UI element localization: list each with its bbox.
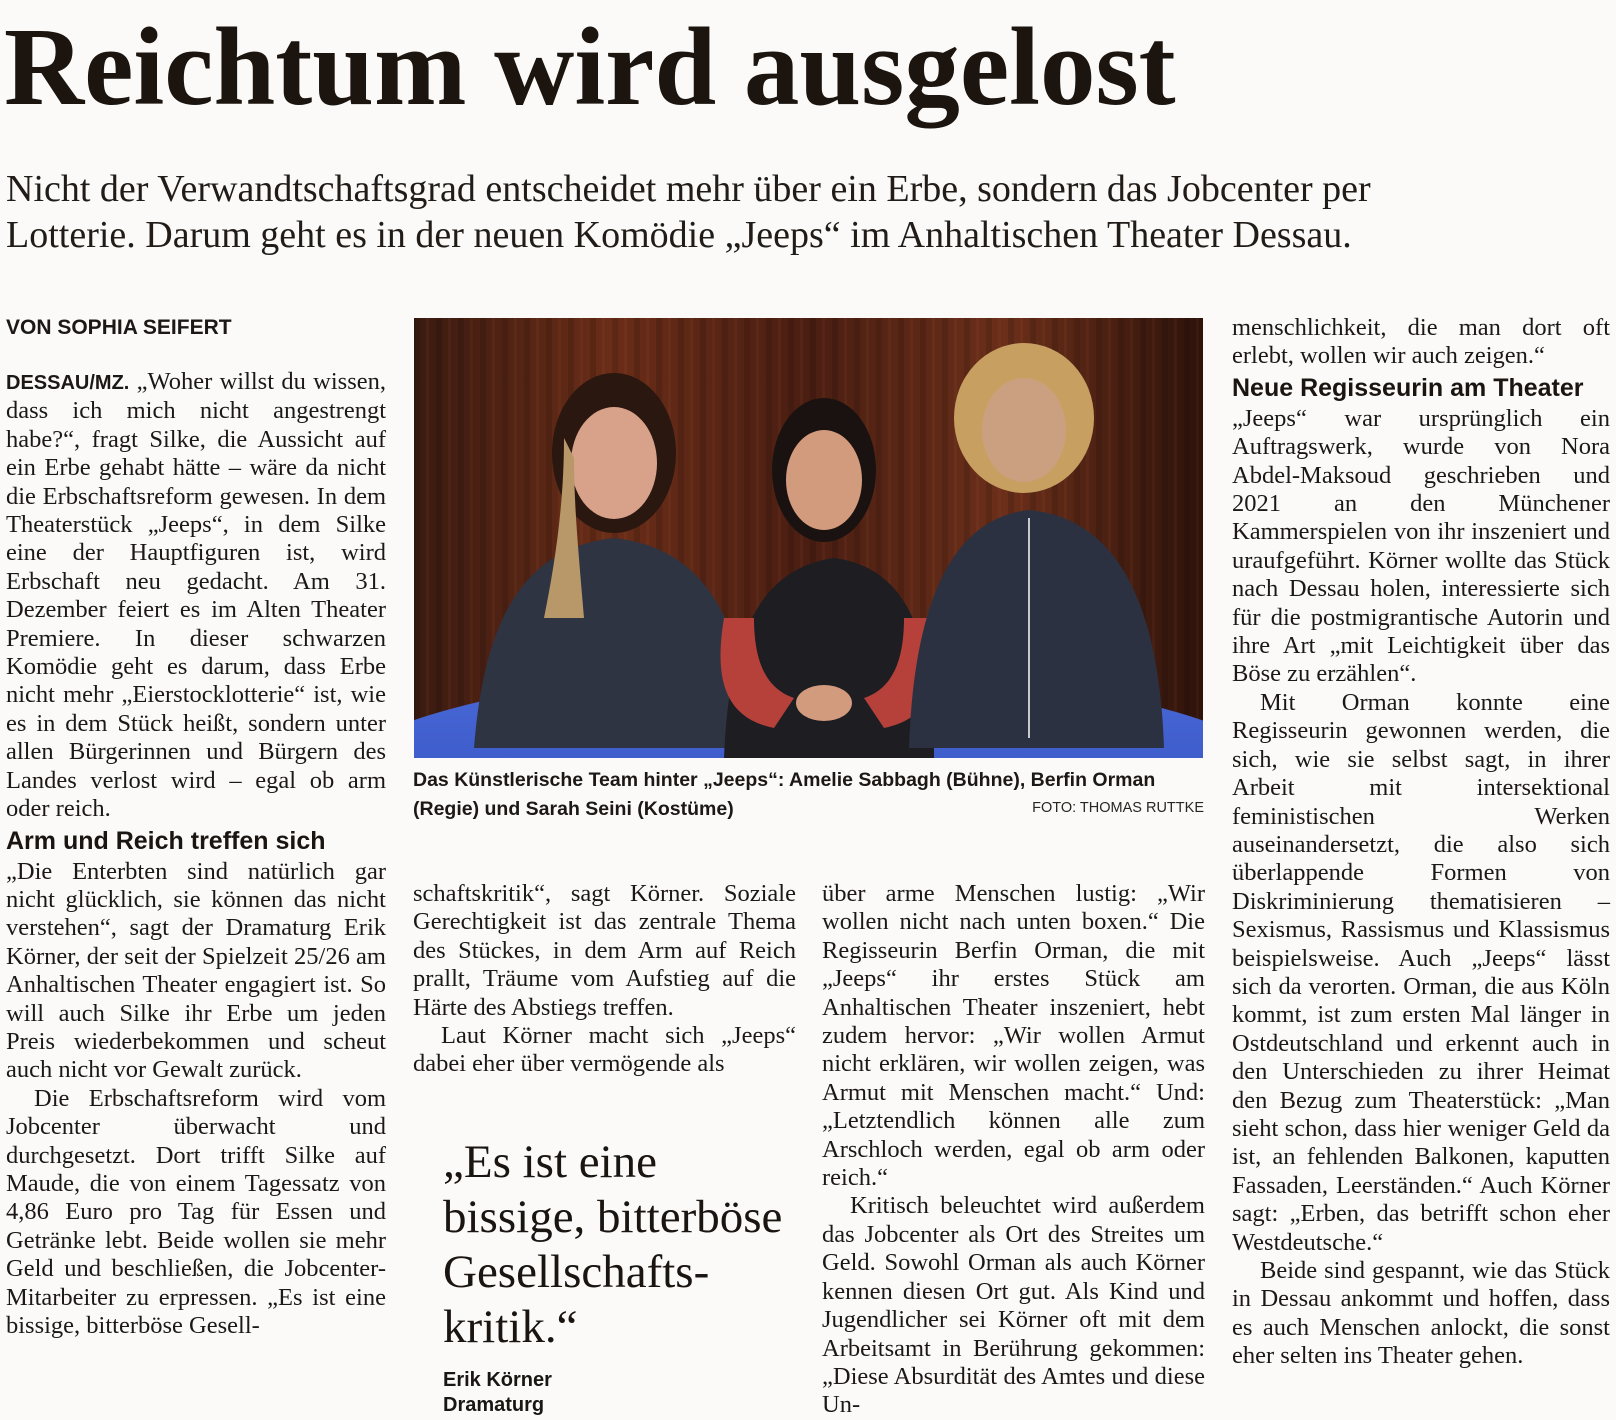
article-column-2 (413, 880, 796, 1079)
teaser (6, 166, 1596, 258)
quote-line: „Es ist eine (443, 1136, 658, 1188)
quote-attribution (443, 1368, 743, 1418)
paragraph (6, 368, 386, 824)
article-photo (414, 318, 1203, 758)
teaser-line: Lotterie. Darum geht es in der neuen Komödie „Jeeps“ im Anhaltischen Theater Dessau. (6, 214, 1352, 256)
paragraph: „Die Enterbten sind natürlich gar nicht glücklich, sie können das nicht verstehen“, sagt der Dramaturg Erik Körner, der seit der Spielzeit 25/26 am Anhaltischen Theater engagiert ist. So will auch Silke ihr Erbe um jeden Preis wiederbekommen und scheut auch nicht vor Gewalt zurück. (6, 857, 386, 1084)
team-photo-illustration (414, 318, 1203, 758)
headline: Reichtum wird ausgelost (4, 6, 1176, 129)
subhead: Neue Regisseurin am Theater (1232, 373, 1584, 402)
article-column-4 (1232, 314, 1610, 1371)
pull-quote (443, 1135, 813, 1355)
paragraph: schaftskritik“, sagt Körner. Soziale Gerechtigkeit ist das zentrale Thema des Stückes, in dem Arm auf Reich prallt, Träume vom Aufstieg auf die Härte des Abstiegs treffen. (413, 880, 796, 1021)
byline: VON SOPHIA SEIFERT (6, 316, 232, 339)
paragraph: menschlichkeit, die man dort oft erlebt, wollen wir auch zeigen.“ (1232, 314, 1610, 370)
paragraph: über arme Menschen lustig: „Wir wollen nicht nach unten boxen.“ Die Regisseurin Berfin Orman, die mit „Jeeps“ ihr erstes Stück am Anhaltischen Theater inszeniert, hebt zudem hervor: „Wir wollen Armut nicht erklären, wir wollen zeigen, was Armut mit Menschen macht.“ Und: „Letztendlich können alle zum Arschloch werden, egal ob arm oder reich.“ (822, 880, 1205, 1192)
paragraph-text: „Woher willst du wissen, dass ich mich nicht angestrengt habe?“, fragt Silke, die Aussicht auf ein Erbe gehabt hätte – wäre da nicht die Erbschaftsreform gewesen. In dem Theaterstück „Jeeps“, in dem Silke eine der Hauptfiguren ist, wird Erbschaft neu gedacht. Am 31. Dezember feiert es im Alten Theater Premiere. In dieser schwarzen Komödie geht es darum, dass Erbe nicht mehr „Eierstocklotterie“ ist, wie es in dem Stück heißt, sondern unter allen Bürgerinnen und Bürgern des Landes verlost wird – egal ob arm oder reich. (6, 368, 386, 823)
caption-line: (Regie) und Sarah Seini (Kostüme) (413, 798, 734, 820)
photo-credit: FOTO: THOMAS RUTTKE (1032, 800, 1204, 816)
caption-line: Das Künstlerische Team hinter „Jeeps“: Amelie Sabbagh (Bühne), Berfin Orman (413, 769, 1156, 791)
paragraph: Mit Orman konnte eine Regisseurin gewonnen werden, die sich, wie sie selbst sagt, in ihrer Arbeit mit intersektional feministischen Werken auseinandersetzt, die also sich überlappende Formen von Diskriminierung thematisieren – Sexismus, Rassismus und Klassismus beispielsweise. Auch „Jeeps“ lässt sich da verorten. Orman, die aus Köln kommt, ist zum ersten Mal länger in Ostdeutschland und erkennt auch in den Unterschieden zu ihrer Heimat den Bezug zum Theaterstück: „Man sieht schon, dass hier weniger Geld da ist, an fehlenden Balkonen, kaputten Fassaden, Leerständen.“ Auch Körner sagt: „Erben, das betrifft schon eher Westdeutsche.“ (1232, 688, 1610, 1256)
quote-role: Dramaturg (443, 1394, 545, 1416)
quote-line: Gesellschafts- (443, 1246, 710, 1298)
quote-line: kritik.“ (443, 1301, 578, 1353)
paragraph: „Jeeps“ war ursprünglich ein Auftragswerk, wurde von Nora Abdel-Maksoud geschrieben und 2021 an den Münchener Kammerspielen von ihr inszeniert und uraufgeführt. Körner wollte das Stück nach Dessau holen, interessierte sich für die postmigrantische Autorin und ihre Art „mit Leichtigkeit über das Böse zu erzählen“. (1232, 404, 1610, 688)
teaser-line: Nicht der Verwandtschaftsgrad entscheidet mehr über ein Erbe, sondern das Jobcenter per (6, 168, 1371, 210)
paragraph: Die Erbschaftsreform wird vom Jobcenter überwacht und durchgesetzt. Dort trifft Silke auf Maude, die von einem Tagessatz von 4,86 Euro pro Tag für Essen und Getränke lebt. Beide wollen sie mehr Geld und beschließen, die Jobcenter-Mitarbeiter zu erpressen. „Es ist eine bissige, bitterböse Gesell- (6, 1084, 386, 1339)
article-column-1 (6, 368, 386, 1340)
paragraph: Laut Körner macht sich „Jeeps“ dabei eher über vermögende als (413, 1022, 796, 1078)
article-column-3 (822, 880, 1205, 1420)
paragraph: Beide sind gespannt, wie das Stück in Dessau ankommt und hoffen, dass es auch Menschen anlockt, die sonst eher selten ins Theater gehen. (1232, 1257, 1610, 1370)
quote-line: bissige, bitterböse (443, 1191, 783, 1243)
quote-author: Erik Körner (443, 1369, 552, 1391)
subhead: Arm und Reich treffen sich (6, 826, 326, 855)
dateline: DESSAU/MZ. (6, 372, 130, 394)
paragraph: Kritisch beleuchtet wird außerdem das Jobcenter als Ort des Streites um Geld. Sowohl Orman als auch Körner kennen diesen Ort gut. Als Kind und Jugendlicher sei Körner oft mit dem Arbeitsamt in Berührung gekommen: „Diese Absurdität des Amtes und diese Un- (822, 1192, 1205, 1419)
